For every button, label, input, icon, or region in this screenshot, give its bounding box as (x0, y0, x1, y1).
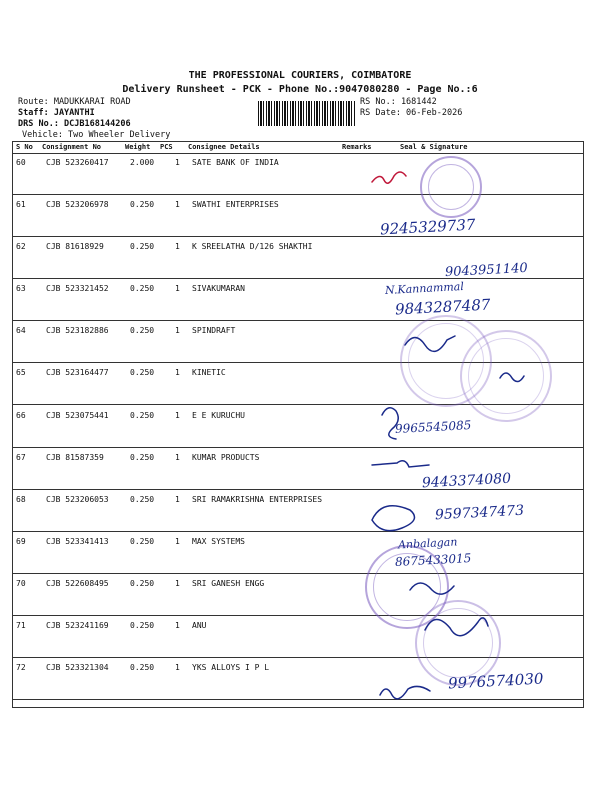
row-weight: 0.250 (130, 537, 155, 546)
runsheet-subtitle: Delivery Runsheet - PCK - Phone No.:9047080280 - Page No.:6 (122, 84, 478, 95)
row-consignee: KINETIC (192, 368, 226, 377)
row-pcs: 1 (175, 663, 180, 672)
drs-number: DRS No.: DCJB168144206 (18, 119, 131, 129)
handwritten-phone: 9843287487 (394, 295, 491, 319)
signature-72 (380, 686, 430, 698)
row-consignment: CJB 523182886 (46, 326, 109, 335)
row-pcs: 1 (175, 621, 180, 630)
row-sno: 60 (16, 158, 26, 167)
row-consignment: CJB 523075441 (46, 411, 109, 420)
row-pcs: 1 (175, 579, 180, 588)
row-pcs: 1 (175, 495, 180, 504)
row-pcs: 1 (175, 326, 180, 335)
row-weight: 0.250 (130, 621, 155, 630)
signature-70 (410, 583, 454, 594)
row-sno: 68 (16, 495, 26, 504)
row-consignee: ANU (192, 621, 207, 630)
handwritten-phone: 9245329737 (379, 215, 476, 239)
col-remarks: Remarks (342, 143, 372, 151)
row-consignee: SIVAKUMARAN (192, 284, 245, 293)
col-weight: Weight (125, 143, 151, 151)
vehicle: Vehicle: Two Wheeler Delivery (22, 130, 171, 140)
row-sno: 69 (16, 537, 26, 546)
row-weight: 0.250 (130, 242, 155, 251)
row-consignment: CJB 523341413 (46, 537, 109, 546)
row-weight: 2.000 (130, 158, 155, 167)
row-pcs: 1 (175, 411, 180, 420)
row-consignment: CJB 522608495 (46, 579, 109, 588)
handwritten-phone: 9965545085 (394, 418, 472, 436)
row-sno: 66 (16, 411, 26, 420)
handwritten-name: N.Kannammal (384, 279, 465, 298)
row-pcs: 1 (175, 242, 180, 251)
row-sno: 65 (16, 368, 26, 377)
signature-64 (405, 336, 455, 351)
row-weight: 0.250 (130, 200, 155, 209)
company-title: THE PROFESSIONAL COURIERS, COIMBATORE (188, 70, 412, 81)
row-sno: 61 (16, 200, 26, 209)
col-pcs: PCS (160, 143, 173, 151)
row-consignee: SRI GANESH ENGG (192, 579, 265, 588)
handwritten-phone: 9443374080 (421, 470, 512, 492)
signature-71 (425, 618, 488, 636)
route: Route: MADUKKARAI ROAD (18, 97, 131, 107)
handwritten-name: Anbalagan (397, 535, 458, 552)
row-consignee: YKS ALLOYS I P L (192, 663, 270, 672)
row-consignment: CJB 523321452 (46, 284, 109, 293)
row-consignee: SWATHI ENTERPRISES (192, 200, 279, 209)
signature-67 (372, 461, 429, 467)
row-weight: 0.250 (130, 411, 155, 420)
rs-number: RS No.: 1681442 (360, 97, 437, 107)
row-consignee: KUMAR PRODUCTS (192, 453, 260, 462)
row-sno: 67 (16, 453, 26, 462)
row-consignment: CJB 523241169 (46, 621, 109, 630)
signature-65 (500, 373, 524, 382)
row-pcs: 1 (175, 284, 180, 293)
col-seal: Seal & Signature (400, 143, 468, 151)
row-pcs: 1 (175, 537, 180, 546)
col-consignment: Consignment No (42, 143, 102, 151)
row-consignment: CJB 523206053 (46, 495, 109, 504)
row-weight: 0.250 (130, 326, 155, 335)
row-consignee: SPINDRAFT (192, 326, 236, 335)
row-weight: 0.250 (130, 579, 155, 588)
row-weight: 0.250 (130, 663, 155, 672)
row-consignment: CJB 523321304 (46, 663, 109, 672)
row-consignment: CJB 523164477 (46, 368, 109, 377)
rs-date: RS Date: 06-Feb-2026 (360, 108, 463, 118)
row-consignee: MAX SYSTEMS (192, 537, 245, 546)
row-weight: 0.250 (130, 495, 155, 504)
col-consignee: Consignee Details (188, 143, 260, 151)
row-consignment: CJB 523206978 (46, 200, 109, 209)
row-weight: 0.250 (130, 453, 155, 462)
row-pcs: 1 (175, 453, 180, 462)
row-consignee: K SREELATHA D/126 SHAKTHI (192, 242, 313, 251)
row-pcs: 1 (175, 200, 180, 209)
row-pcs: 1 (175, 368, 180, 377)
row-weight: 0.250 (130, 284, 155, 293)
row-consignment: CJB 81618929 (46, 242, 104, 251)
row-sno: 71 (16, 621, 26, 630)
row-consignee: SRI RAMAKRISHNA ENTERPRISES (192, 495, 323, 504)
row-sno: 72 (16, 663, 26, 672)
row-sno: 62 (16, 242, 26, 251)
row-consignee: E E KURUCHU (192, 411, 245, 420)
row-sno: 64 (16, 326, 26, 335)
col-sno: S No (16, 143, 33, 151)
handwritten-phone: 9043951140 (444, 260, 529, 281)
handwritten-phone: 9597347473 (434, 502, 525, 524)
row-consignment: CJB 81587359 (46, 453, 104, 462)
handwritten-phone: 9976574030 (447, 669, 544, 693)
row-consignee: SATE BANK OF INDIA (192, 158, 279, 167)
row-sno: 63 (16, 284, 26, 293)
staff: Staff: JAYANTHI (18, 108, 95, 118)
row-weight: 0.250 (130, 368, 155, 377)
handwritten-phone: 8675433015 (394, 551, 472, 569)
signature-68 (372, 506, 415, 531)
signature-60 (372, 172, 406, 183)
row-sno: 70 (16, 579, 26, 588)
row-pcs: 1 (175, 158, 180, 167)
row-consignment: CJB 523260417 (46, 158, 109, 167)
